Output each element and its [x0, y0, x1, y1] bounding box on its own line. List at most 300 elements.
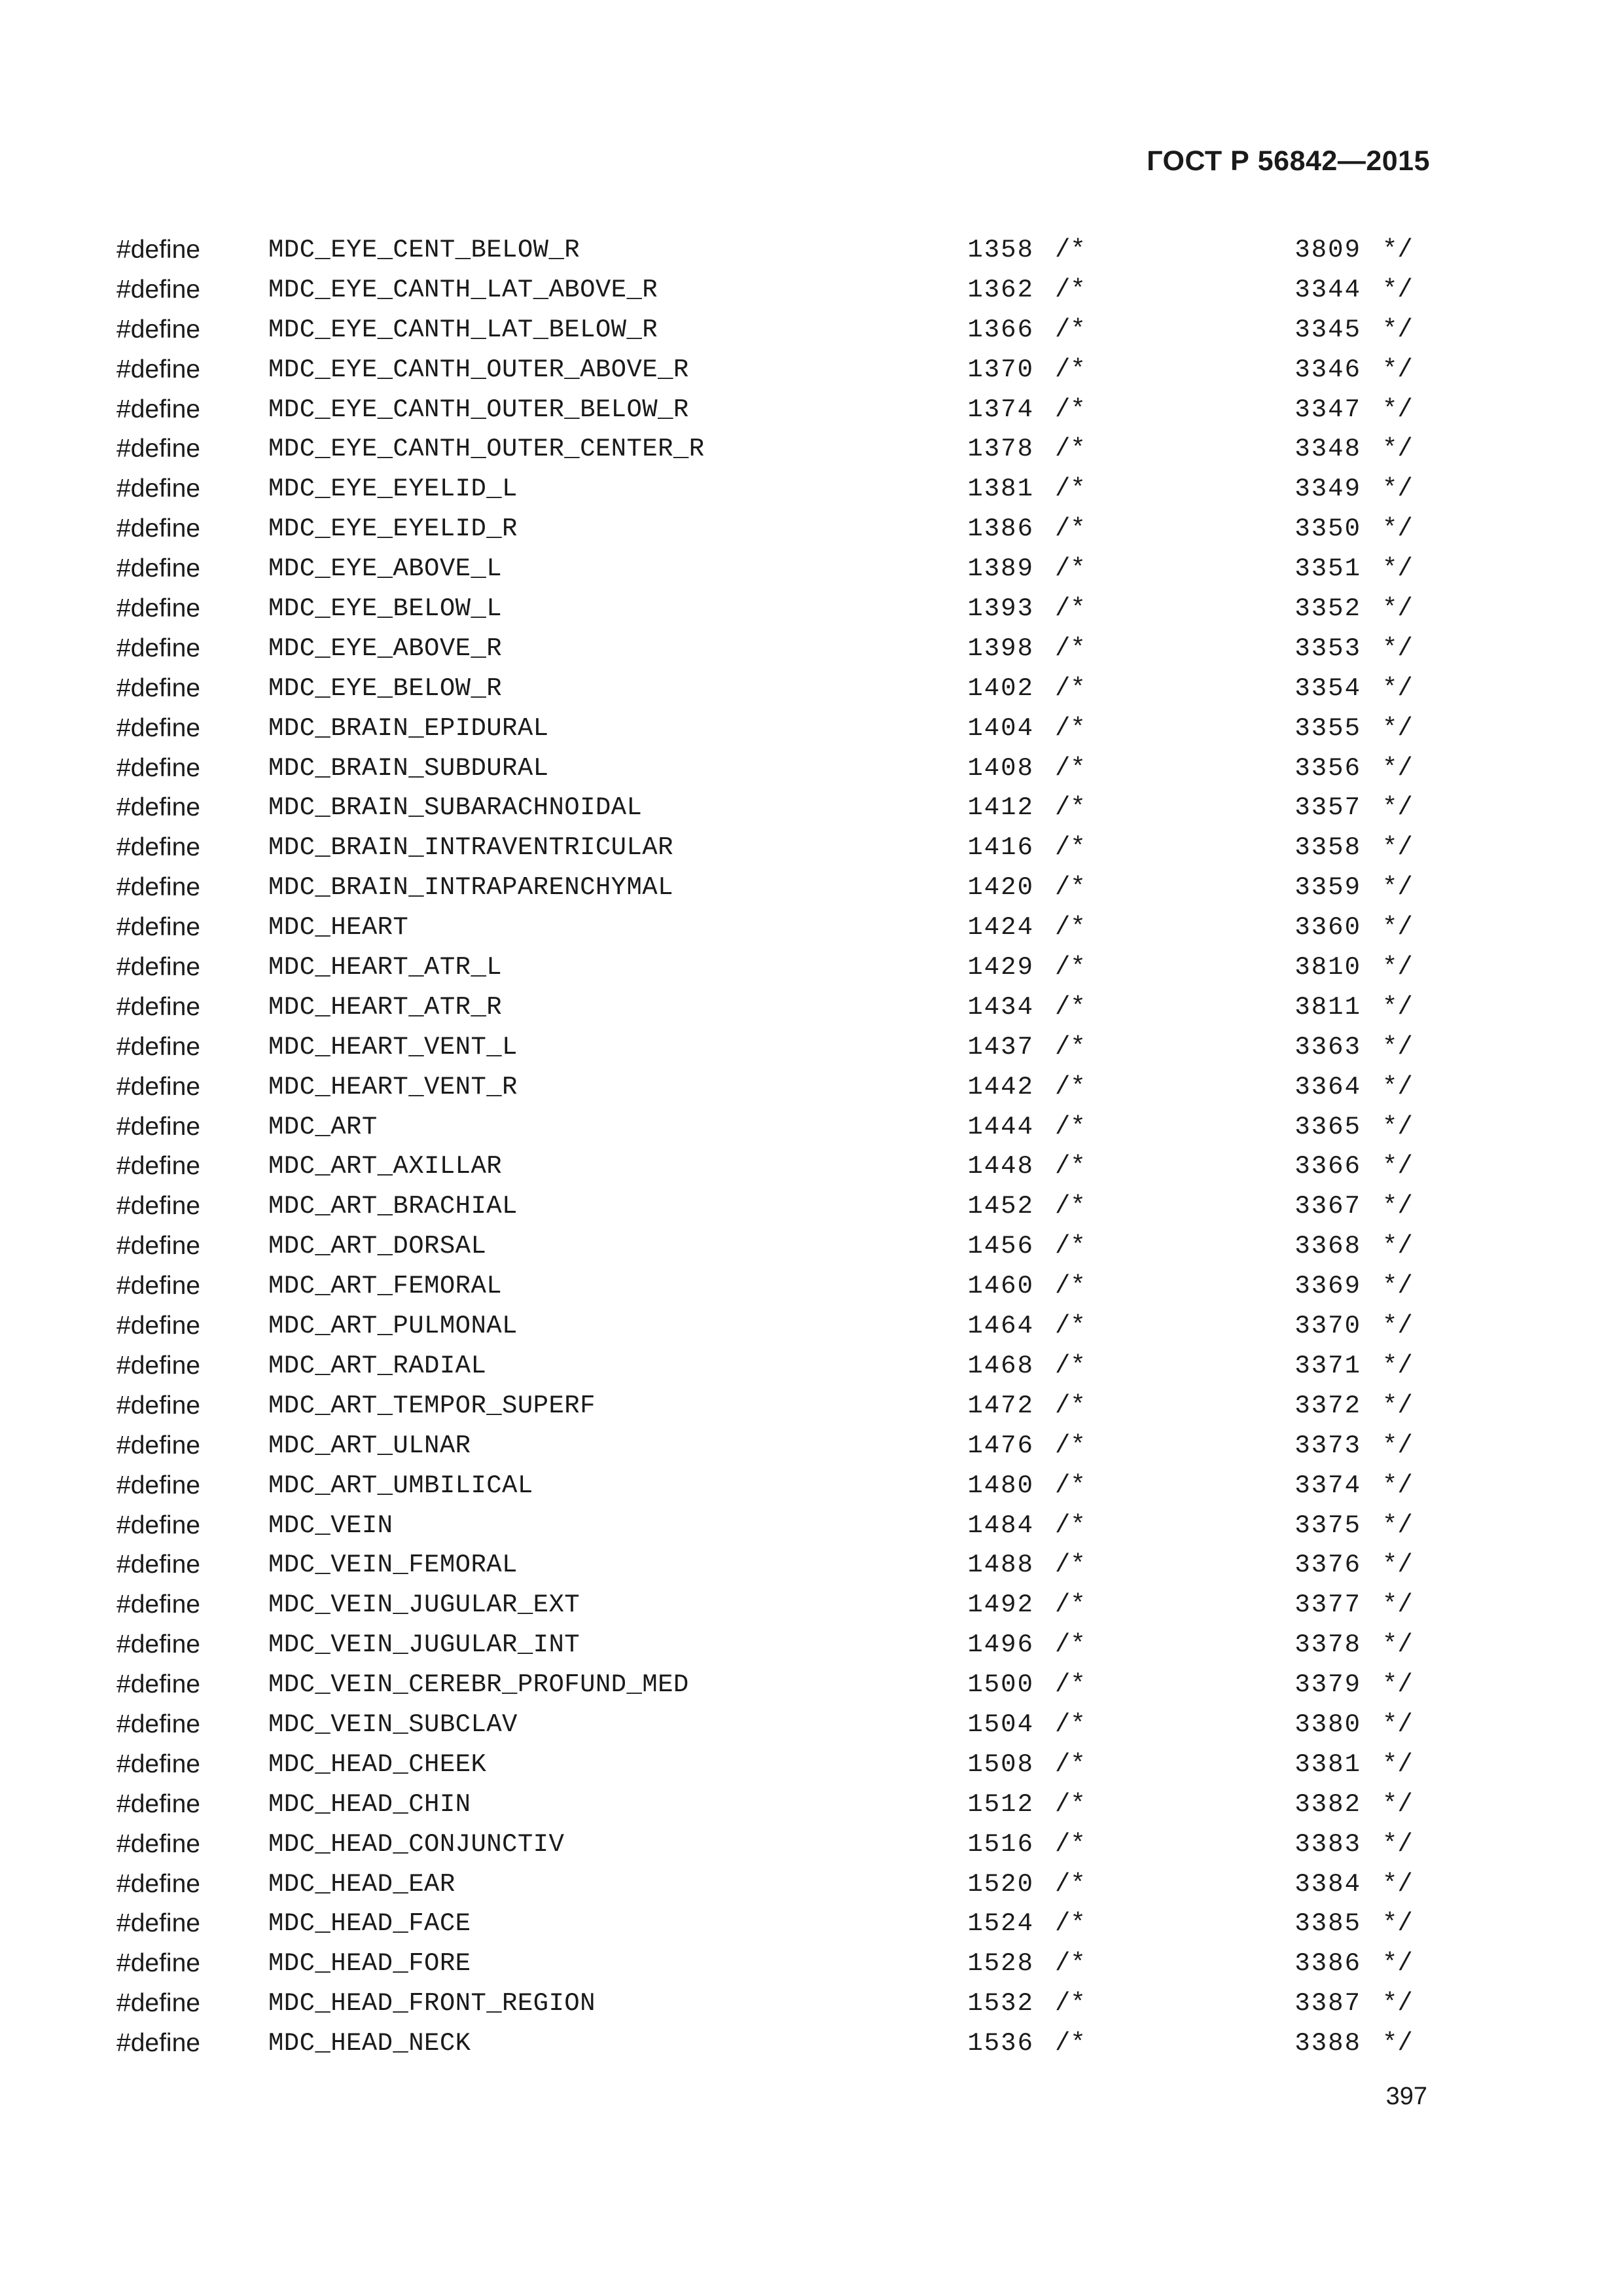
constant-name: MDC_HEAD_CHEEK — [268, 1749, 487, 1779]
comment-open: /* — [1055, 1351, 1086, 1380]
define-keyword: #define — [116, 1272, 200, 1300]
constant-name: MDC_HEAD_FACE — [268, 1909, 471, 1939]
reference-number: 3372 — [1294, 1391, 1361, 1420]
comment-open: /* — [1055, 1232, 1086, 1261]
define-row — [0, 270, 1623, 310]
constant-name: MDC_ART_BRACHIAL — [268, 1192, 518, 1221]
define-keyword: #define — [116, 873, 200, 902]
constant-name: MDC_HEART_ATR_L — [268, 953, 503, 982]
define-keyword: #define — [116, 435, 200, 463]
constant-value: 1476 — [967, 1431, 1034, 1460]
comment-open: /* — [1055, 1710, 1086, 1739]
comment-open: /* — [1055, 355, 1086, 384]
comment-open: /* — [1055, 1471, 1086, 1500]
comment-close: */ — [1382, 992, 1413, 1022]
define-keyword: #define — [116, 315, 200, 344]
constant-value: 1484 — [967, 1511, 1034, 1540]
constant-value: 1532 — [967, 1989, 1034, 2018]
comment-close: */ — [1382, 1749, 1413, 1779]
define-row — [0, 1306, 1623, 1346]
reference-number: 3383 — [1294, 1829, 1361, 1859]
reference-number: 3370 — [1294, 1312, 1361, 1341]
constant-name: MDC_HEART_VENT_R — [268, 1072, 518, 1102]
comment-close: */ — [1382, 1670, 1413, 1700]
constant-name: MDC_VEIN_FEMORAL — [268, 1551, 518, 1580]
comment-close: */ — [1382, 1710, 1413, 1739]
constant-name: MDC_EYE_EYELID_L — [268, 475, 518, 504]
define-keyword: #define — [116, 1112, 200, 1141]
constant-name: MDC_VEIN_SUBCLAV — [268, 1710, 518, 1739]
define-keyword: #define — [116, 1829, 200, 1858]
define-keyword: #define — [116, 1590, 200, 1619]
comment-open: /* — [1055, 315, 1086, 344]
reference-number: 3381 — [1294, 1749, 1361, 1779]
constant-value: 1444 — [967, 1112, 1034, 1141]
comment-close: */ — [1382, 395, 1413, 424]
reference-number: 3364 — [1294, 1072, 1361, 1102]
comment-close: */ — [1382, 594, 1413, 624]
comment-open: /* — [1055, 873, 1086, 903]
comment-open: /* — [1055, 1749, 1086, 1779]
constant-name: MDC_HEAD_FRONT_REGION — [268, 1989, 596, 2018]
constant-name: MDC_BRAIN_INTRAVENTRICULAR — [268, 833, 673, 863]
define-row — [0, 1705, 1623, 1745]
define-row — [0, 1067, 1623, 1107]
comment-open: /* — [1055, 435, 1086, 464]
constant-value: 1488 — [967, 1551, 1034, 1580]
define-row — [0, 1865, 1623, 1905]
define-row — [0, 1944, 1623, 1984]
comment-open: /* — [1055, 1152, 1086, 1181]
define-keyword: #define — [116, 1909, 200, 1938]
constant-name: MDC_ART_RADIAL — [268, 1351, 487, 1380]
constant-value: 1448 — [967, 1152, 1034, 1181]
reference-number: 3387 — [1294, 1989, 1361, 2018]
constant-name: MDC_HEART — [268, 913, 409, 942]
define-keyword: #define — [116, 634, 200, 662]
reference-number: 3347 — [1294, 395, 1361, 424]
constant-value: 1496 — [967, 1630, 1034, 1660]
define-row — [0, 1187, 1623, 1227]
constant-name: MDC_BRAIN_SUBARACHNOIDAL — [268, 793, 643, 823]
define-keyword: #define — [116, 395, 200, 423]
define-keyword: #define — [116, 236, 200, 264]
define-row — [0, 1266, 1623, 1306]
comment-open: /* — [1055, 1032, 1086, 1062]
constant-value: 1536 — [967, 2029, 1034, 2058]
constant-name: MDC_ART — [268, 1112, 378, 1141]
comment-close: */ — [1382, 873, 1413, 903]
comment-open: /* — [1055, 1272, 1086, 1301]
define-row — [0, 908, 1623, 948]
define-keyword: #define — [116, 1351, 200, 1380]
comment-open: /* — [1055, 913, 1086, 942]
reference-number: 3360 — [1294, 913, 1361, 942]
comment-close: */ — [1382, 713, 1413, 743]
reference-number: 3378 — [1294, 1630, 1361, 1660]
define-row — [0, 1904, 1623, 1944]
define-keyword: #define — [116, 1551, 200, 1579]
constant-name: MDC_ART_PULMONAL — [268, 1312, 518, 1341]
constant-name: MDC_EYE_BELOW_L — [268, 594, 503, 624]
constant-value: 1374 — [967, 395, 1034, 424]
comment-close: */ — [1382, 1112, 1413, 1141]
reference-number: 3356 — [1294, 753, 1361, 783]
constant-name: MDC_EYE_BELOW_R — [268, 673, 503, 703]
constant-name: MDC_EYE_CENT_BELOW_R — [268, 236, 580, 264]
define-keyword: #define — [116, 1949, 200, 1978]
reference-number: 3373 — [1294, 1431, 1361, 1460]
define-row — [0, 1107, 1623, 1147]
comment-close: */ — [1382, 315, 1413, 344]
define-keyword: #define — [116, 673, 200, 702]
constant-name: MDC_HEAD_NECK — [268, 2029, 471, 2058]
constant-value: 1416 — [967, 833, 1034, 863]
reference-number: 3382 — [1294, 1789, 1361, 1819]
comment-open: /* — [1055, 793, 1086, 823]
constant-value: 1381 — [967, 475, 1034, 504]
constant-name: MDC_ART_UMBILICAL — [268, 1471, 533, 1500]
standard-title: ГОСТ Р 56842—2015 — [1147, 145, 1430, 177]
constant-name: MDC_BRAIN_INTRAPARENCHYMAL — [268, 873, 673, 903]
comment-close: */ — [1382, 236, 1413, 264]
constant-name: MDC_ART_TEMPOR_SUPERF — [268, 1391, 596, 1420]
comment-close: */ — [1382, 1032, 1413, 1062]
reference-number: 3351 — [1294, 554, 1361, 584]
comment-open: /* — [1055, 1511, 1086, 1540]
define-row — [0, 549, 1623, 589]
define-row — [0, 310, 1623, 350]
comment-close: */ — [1382, 1630, 1413, 1660]
define-row — [0, 709, 1623, 749]
reference-number: 3384 — [1294, 1869, 1361, 1899]
define-keyword: #define — [116, 2029, 200, 2058]
define-row — [0, 1745, 1623, 1785]
reference-number: 3344 — [1294, 275, 1361, 304]
define-row — [0, 1028, 1623, 1067]
define-row — [0, 948, 1623, 988]
reference-number: 3358 — [1294, 833, 1361, 863]
comment-close: */ — [1382, 1869, 1413, 1899]
comment-close: */ — [1382, 554, 1413, 584]
constant-name: MDC_ART_ULNAR — [268, 1431, 471, 1460]
comment-close: */ — [1382, 1511, 1413, 1540]
constant-name: MDC_BRAIN_SUBDURAL — [268, 753, 549, 783]
define-row — [0, 1506, 1623, 1546]
comment-open: /* — [1055, 594, 1086, 624]
define-row — [0, 390, 1623, 430]
comment-open: /* — [1055, 475, 1086, 504]
define-keyword: #define — [116, 913, 200, 942]
constant-value: 1370 — [967, 355, 1034, 384]
comment-close: */ — [1382, 1431, 1413, 1460]
define-keyword: #define — [116, 475, 200, 503]
constant-name: MDC_HEAD_CONJUNCTIV — [268, 1829, 565, 1859]
comment-close: */ — [1382, 1471, 1413, 1500]
define-keyword: #define — [116, 953, 200, 982]
define-row — [0, 1545, 1623, 1585]
constant-value: 1358 — [967, 236, 1034, 264]
comment-open: /* — [1055, 554, 1086, 584]
comment-open: /* — [1055, 1551, 1086, 1580]
comment-close: */ — [1382, 1391, 1413, 1420]
define-row — [0, 589, 1623, 629]
define-keyword: #define — [116, 355, 200, 384]
comment-close: */ — [1382, 753, 1413, 783]
constant-value: 1452 — [967, 1192, 1034, 1221]
constant-value: 1404 — [967, 713, 1034, 743]
comment-open: /* — [1055, 1112, 1086, 1141]
comment-close: */ — [1382, 793, 1413, 823]
constant-name: MDC_VEIN — [268, 1511, 393, 1540]
constant-value: 1504 — [967, 1710, 1034, 1739]
comment-close: */ — [1382, 1152, 1413, 1181]
reference-number: 3345 — [1294, 315, 1361, 344]
constant-value: 1460 — [967, 1272, 1034, 1301]
define-row — [0, 988, 1623, 1028]
constant-value: 1429 — [967, 953, 1034, 982]
define-row — [0, 1665, 1623, 1705]
define-row — [0, 828, 1623, 868]
constant-name: MDC_EYE_CANTH_OUTER_BELOW_R — [268, 395, 689, 424]
comment-close: */ — [1382, 913, 1413, 942]
comment-close: */ — [1382, 1590, 1413, 1620]
reference-number: 3366 — [1294, 1152, 1361, 1181]
define-keyword: #define — [116, 833, 200, 862]
define-row — [0, 1984, 1623, 2024]
comment-close: */ — [1382, 1232, 1413, 1261]
comment-close: */ — [1382, 435, 1413, 464]
constant-value: 1468 — [967, 1351, 1034, 1380]
constant-name: MDC_EYE_CANTH_OUTER_ABOVE_R — [268, 355, 689, 384]
reference-number: 3386 — [1294, 1949, 1361, 1979]
define-keyword: #define — [116, 793, 200, 822]
define-row — [0, 749, 1623, 789]
constant-value: 1408 — [967, 753, 1034, 783]
reference-number: 3375 — [1294, 1511, 1361, 1540]
constant-value: 1500 — [967, 1670, 1034, 1700]
constant-value: 1393 — [967, 594, 1034, 624]
constant-value: 1378 — [967, 435, 1034, 464]
comment-close: */ — [1382, 833, 1413, 863]
define-keyword: #define — [116, 1710, 200, 1738]
define-keyword: #define — [116, 275, 200, 304]
define-row — [0, 1466, 1623, 1506]
define-keyword: #define — [116, 1032, 200, 1061]
comment-open: /* — [1055, 1789, 1086, 1819]
comment-close: */ — [1382, 1551, 1413, 1580]
comment-close: */ — [1382, 1351, 1413, 1380]
constant-value: 1472 — [967, 1391, 1034, 1420]
comment-open: /* — [1055, 753, 1086, 783]
define-row — [0, 868, 1623, 908]
comment-close: */ — [1382, 1272, 1413, 1301]
constant-value: 1362 — [967, 275, 1034, 304]
constant-name: MDC_HEAD_CHIN — [268, 1789, 471, 1819]
reference-number: 3380 — [1294, 1710, 1361, 1739]
constant-value: 1402 — [967, 673, 1034, 703]
reference-number: 3811 — [1294, 992, 1361, 1022]
define-keyword: #define — [116, 1312, 200, 1340]
reference-number: 3359 — [1294, 873, 1361, 903]
comment-open: /* — [1055, 992, 1086, 1022]
define-keyword: #define — [116, 1789, 200, 1818]
constant-value: 1524 — [967, 1909, 1034, 1939]
define-keyword: #define — [116, 514, 200, 543]
define-row — [0, 1346, 1623, 1386]
comment-open: /* — [1055, 953, 1086, 982]
constant-name: MDC_VEIN_CEREBR_PROFUND_MED — [268, 1670, 689, 1700]
constant-name: MDC_EYE_EYELID_R — [268, 514, 518, 544]
constant-value: 1520 — [967, 1869, 1034, 1899]
define-row — [0, 350, 1623, 390]
define-keyword: #define — [116, 1749, 200, 1778]
reference-number: 3346 — [1294, 355, 1361, 384]
page-number: 397 — [1385, 2083, 1427, 2110]
define-keyword: #define — [116, 992, 200, 1021]
define-row — [0, 788, 1623, 828]
constant-value: 1398 — [967, 634, 1034, 663]
comment-close: */ — [1382, 1949, 1413, 1979]
comment-close: */ — [1382, 634, 1413, 663]
reference-number: 3371 — [1294, 1351, 1361, 1380]
constant-name: MDC_VEIN_JUGULAR_INT — [268, 1630, 580, 1660]
constant-value: 1442 — [967, 1072, 1034, 1102]
define-row — [0, 1147, 1623, 1187]
comment-open: /* — [1055, 275, 1086, 304]
comment-open: /* — [1055, 514, 1086, 544]
comment-open: /* — [1055, 1431, 1086, 1460]
comment-open: /* — [1055, 1192, 1086, 1221]
comment-open: /* — [1055, 1909, 1086, 1939]
comment-open: /* — [1055, 236, 1086, 264]
comment-close: */ — [1382, 1909, 1413, 1939]
define-row — [0, 2024, 1623, 2064]
reference-number: 3357 — [1294, 793, 1361, 823]
constant-value: 1420 — [967, 873, 1034, 903]
comment-close: */ — [1382, 355, 1413, 384]
reference-number: 3348 — [1294, 435, 1361, 464]
constant-name: MDC_EYE_ABOVE_L — [268, 554, 503, 584]
define-keyword: #define — [116, 753, 200, 782]
constant-value: 1389 — [967, 554, 1034, 584]
reference-number: 3355 — [1294, 713, 1361, 743]
reference-number: 3377 — [1294, 1590, 1361, 1620]
define-keyword: #define — [116, 1869, 200, 1898]
define-row — [0, 1785, 1623, 1825]
comment-open: /* — [1055, 1989, 1086, 2018]
comment-open: /* — [1055, 634, 1086, 663]
comment-close: */ — [1382, 1192, 1413, 1221]
reference-number: 3376 — [1294, 1551, 1361, 1580]
reference-number: 3374 — [1294, 1471, 1361, 1500]
reference-number: 3368 — [1294, 1232, 1361, 1261]
comment-open: /* — [1055, 1590, 1086, 1620]
define-keyword: #define — [116, 1630, 200, 1659]
comment-close: */ — [1382, 1072, 1413, 1102]
constant-name: MDC_EYE_CANTH_LAT_BELOW_R — [268, 315, 658, 344]
comment-close: */ — [1382, 673, 1413, 703]
comment-close: */ — [1382, 475, 1413, 504]
reference-number: 3363 — [1294, 1032, 1361, 1062]
comment-open: /* — [1055, 1630, 1086, 1660]
comment-open: /* — [1055, 1072, 1086, 1102]
reference-number: 3810 — [1294, 953, 1361, 982]
constant-value: 1492 — [967, 1590, 1034, 1620]
constant-name: MDC_HEART_ATR_R — [268, 992, 503, 1022]
constant-value: 1464 — [967, 1312, 1034, 1341]
define-row — [0, 669, 1623, 709]
reference-number: 3365 — [1294, 1112, 1361, 1141]
reference-number: 3352 — [1294, 594, 1361, 624]
define-keyword: #define — [116, 1232, 200, 1261]
constant-name: MDC_ART_AXILLAR — [268, 1152, 503, 1181]
constant-name: MDC_ART_FEMORAL — [268, 1272, 503, 1301]
constant-name: MDC_BRAIN_EPIDURAL — [268, 713, 549, 743]
comment-open: /* — [1055, 833, 1086, 863]
define-row — [0, 1625, 1623, 1665]
document-header — [1147, 145, 1430, 177]
comment-open: /* — [1055, 1312, 1086, 1341]
reference-number: 3379 — [1294, 1670, 1361, 1700]
comment-open: /* — [1055, 395, 1086, 424]
define-row — [0, 1585, 1623, 1625]
comment-open: /* — [1055, 1869, 1086, 1899]
constant-value: 1508 — [967, 1749, 1034, 1779]
comment-open: /* — [1055, 2029, 1086, 2058]
reference-number: 3385 — [1294, 1909, 1361, 1939]
reference-number: 3367 — [1294, 1192, 1361, 1221]
constant-name: MDC_HEAD_FORE — [268, 1949, 471, 1979]
define-row — [0, 1825, 1623, 1865]
constant-name: MDC_VEIN_JUGULAR_EXT — [268, 1590, 580, 1620]
reference-number: 3353 — [1294, 634, 1361, 663]
constant-value: 1528 — [967, 1949, 1034, 1979]
reference-number: 3809 — [1294, 236, 1361, 264]
define-keyword: #define — [116, 594, 200, 623]
constant-name: MDC_EYE_CANTH_LAT_ABOVE_R — [268, 275, 658, 304]
comment-close: */ — [1382, 514, 1413, 544]
comment-close: */ — [1382, 953, 1413, 982]
define-row — [0, 629, 1623, 669]
constant-value: 1424 — [967, 913, 1034, 942]
define-listing — [0, 230, 1623, 2064]
constant-value: 1437 — [967, 1032, 1034, 1062]
define-row — [0, 1227, 1623, 1266]
constant-value: 1434 — [967, 992, 1034, 1022]
comment-open: /* — [1055, 673, 1086, 703]
constant-value: 1480 — [967, 1471, 1034, 1500]
constant-name: MDC_EYE_ABOVE_R — [268, 634, 503, 663]
reference-number: 3350 — [1294, 514, 1361, 544]
define-row — [0, 429, 1623, 469]
comment-open: /* — [1055, 713, 1086, 743]
define-keyword: #define — [116, 1152, 200, 1181]
constant-value: 1516 — [967, 1829, 1034, 1859]
comment-open: /* — [1055, 1949, 1086, 1979]
constant-value: 1456 — [967, 1232, 1034, 1261]
define-keyword: #define — [116, 713, 200, 742]
constant-value: 1512 — [967, 1789, 1034, 1819]
comment-open: /* — [1055, 1829, 1086, 1859]
constant-name: MDC_EYE_CANTH_OUTER_CENTER_R — [268, 435, 705, 464]
define-keyword: #define — [116, 1471, 200, 1499]
constant-value: 1366 — [967, 315, 1034, 344]
define-keyword: #define — [116, 1072, 200, 1101]
define-keyword: #define — [116, 1391, 200, 1420]
constant-value: 1412 — [967, 793, 1034, 823]
comment-open: /* — [1055, 1391, 1086, 1420]
